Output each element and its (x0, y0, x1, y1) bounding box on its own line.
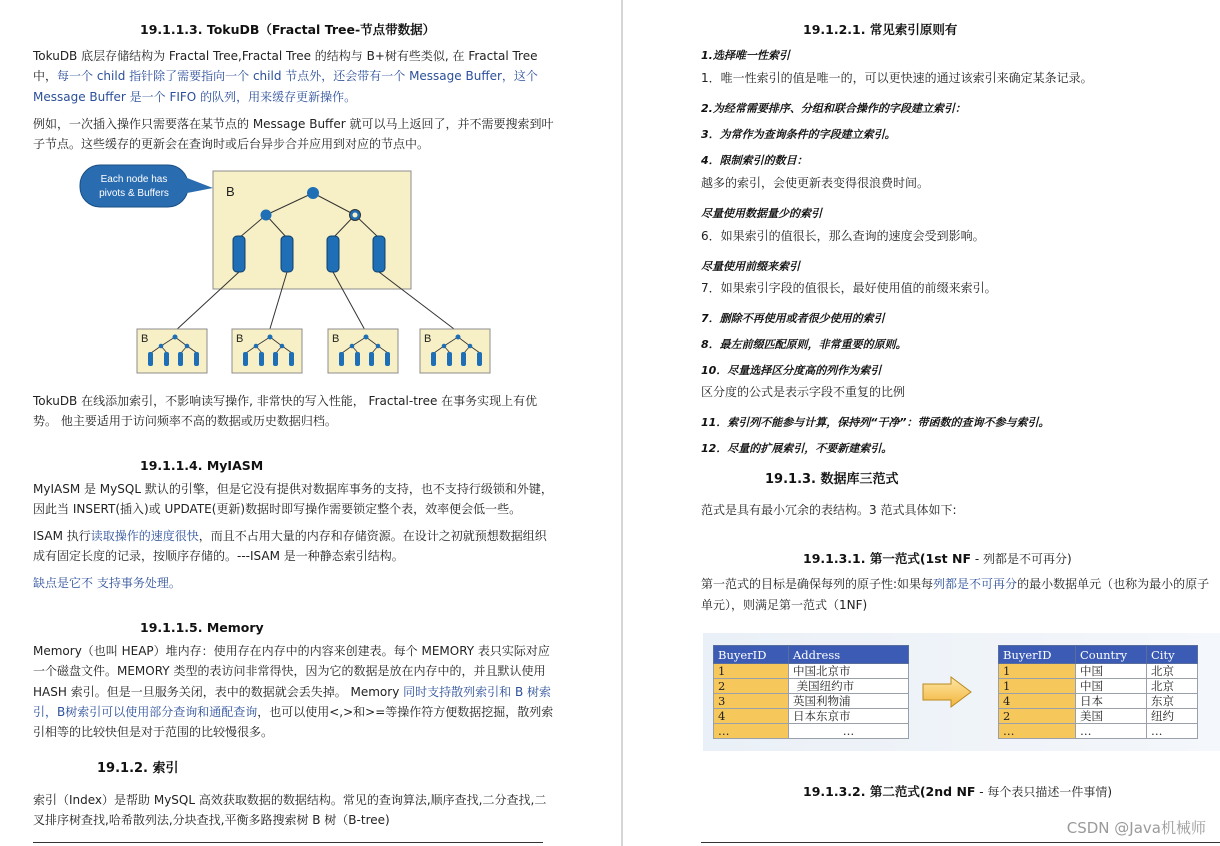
memory-para-line-4 (33, 702, 553, 723)
table1-header: Address (789, 646, 909, 664)
callout-bubble (80, 165, 213, 207)
table2-header: City (1147, 646, 1198, 664)
table1-cell: 英国利物浦 (789, 694, 909, 709)
rule-4-desc: 越多的索引，会使更新表变得很浪费时间。 (701, 176, 930, 190)
memory-para-line-3 (33, 682, 551, 703)
tokudb-para-3-line-1: TokuDB 在线添加索引，不影响读写操作, 非常快的写入性能， Fractal-tree 在事务实现上有优 (33, 394, 538, 408)
rule-12-title: 12．尽量的扩展索引，不要新建索引。 (701, 442, 893, 455)
text-plain: 的最小数据单元（也称为最小的原子 (1017, 577, 1210, 591)
rule-4-title: 4．限制索引的数目： (701, 154, 808, 167)
table1-cell: 日本东京市 (789, 709, 909, 724)
table2-cell: 2 (999, 709, 1076, 724)
memory-heading: 19.1.1.5. Memory (140, 620, 264, 635)
address-table (713, 645, 909, 739)
memory-para-line-2: 一个磁盘文件。MEMORY 类型的表访问非常得快，因为它的数据是放在内存中的，并且默认使用 (33, 664, 546, 678)
rule-3-title: 3．为常作为查询条件的字段建立索引。 (701, 128, 896, 141)
heading-rest: - 每个表只描述一件事情) (975, 785, 1113, 799)
isam-para-line-2: 成有固定长度的记录，按顺序存储的。---ISAM 是一种静态索引结构。 (33, 549, 404, 563)
heading-rest: - 列都是不可再分) (971, 552, 1072, 566)
table2-cell: 1 (999, 679, 1076, 694)
table2-cell: 美国 (1076, 709, 1147, 724)
page-footer-rule (33, 842, 543, 843)
arrow-right-icon (921, 675, 973, 709)
rule-7-title: 7．删除不再使用或者很少使用的索引 (701, 312, 885, 325)
svg-text:B: B (236, 333, 244, 345)
first-nf-para-line-1 (701, 574, 1209, 595)
table2-cell: … (999, 724, 1076, 739)
index-heading: 19.1.2. 索引 (97, 761, 179, 776)
table1-cell: 3 (714, 694, 789, 709)
rule-10-desc: 区分度的公式是表示字段不重复的比例 (701, 385, 906, 399)
leaf-nodes (137, 329, 490, 373)
text-plain: 中， (33, 69, 58, 83)
normal-forms-intro: 范式是具有最小冗余的表结构。3 范式具体如下: (701, 503, 957, 517)
table2-cell: … (1076, 724, 1147, 739)
page-footer-rule (701, 842, 1220, 843)
myisam-para-line-1: MyIASM 是 MySQL 默认的引擎，但是它没有提供对数据库事务的支持，也不支持行级锁和外键， (33, 482, 553, 496)
principles-heading: 19.1.2.1. 常见索引原则有 (803, 22, 958, 37)
table1-cell: … (714, 724, 789, 739)
table1-cell: 美国纽约市 (789, 679, 909, 694)
table1-cell: 4 (714, 709, 789, 724)
table2-cell: 中国 (1076, 679, 1147, 694)
right-page (623, 0, 1220, 846)
fractal-tree-diagram (78, 162, 498, 380)
rule-6-desc: 7．如果索引字段的值很长，最好使用值的前缀来索引。 (701, 281, 997, 295)
table1-cell: 2 (714, 679, 789, 694)
heading-bold: 19.1.3.2. 第二范式(2nd NF (803, 784, 976, 799)
table1-cell: 中国北京市 (789, 664, 909, 679)
tokudb-para-2-line-2: 子节点。这些缓存的更新会在查询时或后台异步合并应用到对应的节点中。 (33, 137, 430, 151)
text-plain: ISAM 执行 (33, 529, 91, 543)
svg-text:B: B (332, 333, 340, 345)
myisam-para-line-2: 因此当 INSERT(插入)或 UPDATE(更新)数据时即写操作需要锁定整个表，效率便会低一些。 (33, 502, 522, 516)
heading-bold: 19.1.3.1. 第一范式(1st NF (803, 551, 972, 566)
svg-text:B: B (424, 333, 432, 345)
tokudb-para-1-line-3: Message Buffer 是一个 FIFO 的队列，用来缓存更新操作。 (33, 90, 357, 104)
table2-cell: 中国 (1076, 664, 1147, 679)
table1-header: BuyerID (714, 646, 789, 664)
tokudb-para-2-line-1: 例如，一次插入操作只需要落在某节点的 Message Buffer 就可以马上返回了，并不需要搜索到叶 (33, 117, 554, 131)
myisam-heading: 19.1.1.4. MyIASM (140, 458, 264, 473)
rule-1-title: 1.选择唯一性索引 (701, 49, 790, 62)
root-node-label: B (226, 184, 235, 199)
rule-5-title: 尽量使用数据量少的索引 (701, 207, 822, 220)
memory-para-line-1: Memory（也叫 HEAP）堆内存：使用存在内存中的内容来创建表。每个 MEMORY 表只实际对应 (33, 644, 550, 658)
rule-6-title: 尽量使用前缀来索引 (701, 260, 800, 273)
text-plain: ，而且不占用大量的内存和存储资源。在设计之初就预想数据组织 (198, 529, 547, 543)
tokudb-para-1-line-2 (33, 66, 538, 87)
callout-line-1: Each node has (100, 174, 168, 185)
tokudb-para-3-line-2: 势。 他主要适用于访问频率不高的数据或历史数据归档。 (33, 414, 337, 428)
index-para-line-2: 叉排序树查找,哈希散列法,分块查找,平衡多路搜索树 B 树（B-tree) (33, 813, 390, 827)
table2-header: Country (1076, 646, 1147, 664)
table2-cell: 1 (999, 664, 1076, 679)
second-nf-heading (803, 782, 1112, 800)
table2-cell: 纽约 (1147, 709, 1198, 724)
highlight-text: 引，B树索引可以使用部分查询和通配查询 (33, 705, 258, 719)
index-para-line-1: 索引（Index）是帮助 MySQL 高效获取数据的数据结构。常见的查询算法,顺序查找,二分查找,二 (33, 793, 547, 807)
table2-cell: 北京 (1147, 664, 1198, 679)
normal-forms-heading: 19.1.3. 数据库三范式 (765, 472, 899, 487)
table2-header: BuyerID (999, 646, 1076, 664)
table2-cell: 东京 (1147, 694, 1198, 709)
rule-5-desc: 6．如果索引的值很长，那么查询的速度会受到影响。 (701, 229, 985, 243)
watermark: CSDN @Java机械师 (1066, 819, 1206, 837)
first-nf-heading (803, 549, 1072, 567)
isam-para-line-1 (33, 526, 547, 547)
table1-cell: … (789, 724, 909, 739)
rule-10-title: 10．尽量选择区分度高的列作为索引 (701, 364, 882, 377)
highlight-text: 列都是不可再分 (933, 577, 1018, 591)
text-plain: 第一范式的目标是确保每列的原子性:如果每 (701, 577, 934, 591)
table2-cell: 北京 (1147, 679, 1198, 694)
highlight-text: 每一个 child 指针除了需要指向一个 child 节点外，还会带有一个 Message Buffer，这个 (57, 69, 538, 83)
highlight-text: 同时支持散列索引和 B 树索 (403, 685, 551, 699)
text-plain: ，也可以使用<,>和>=等操作符方便数据挖掘，散列索 (257, 705, 554, 719)
callout-line-2: pivots & Buffers (99, 188, 169, 199)
rule-2-title: 2.为经常需要排序、分组和联合操作的字段建立索引： (701, 102, 966, 115)
tokudb-para-1-line-1: TokuDB 底层存储结构为 Fractal Tree,Fractal Tree 的结构与 B+树有些类似, 在 Fractal Tree (33, 49, 538, 63)
table2-cell: 日本 (1076, 694, 1147, 709)
rule-1-desc: 1．唯一性索引的值是唯一的，可以更快速的通过该索引来确定某条记录。 (701, 71, 1093, 85)
first-nf-para-line-2: 单元），则满足第一范式（1NF) (701, 598, 868, 612)
table2-cell: 4 (999, 694, 1076, 709)
highlight-text: 读取操作的速度很快 (90, 529, 199, 543)
text-plain: HASH 索引。但是一旦服务关闭，表中的数据就会丢失掉。 Memory (33, 685, 404, 699)
memory-para-line-5: 引相等的比较快但是对于范围的比较慢很多。 (33, 725, 274, 739)
tokudb-heading: 19.1.1.3. TokuDB（Fractal Tree-节点带数据） (140, 22, 436, 37)
table1-cell: 1 (714, 664, 789, 679)
table2-cell: … (1147, 724, 1198, 739)
rule-11-title: 11．索引列不能参与计算，保持列“干净”：带函数的查询不参与索引。 (701, 416, 1050, 429)
isam-drawback: 缺点是它不 支持事务处理。 (33, 576, 181, 590)
rule-8-title: 8．最左前缀匹配原则，非常重要的原则。 (701, 338, 907, 351)
svg-text:B: B (141, 333, 149, 345)
buyer-country-city-table (998, 645, 1198, 739)
